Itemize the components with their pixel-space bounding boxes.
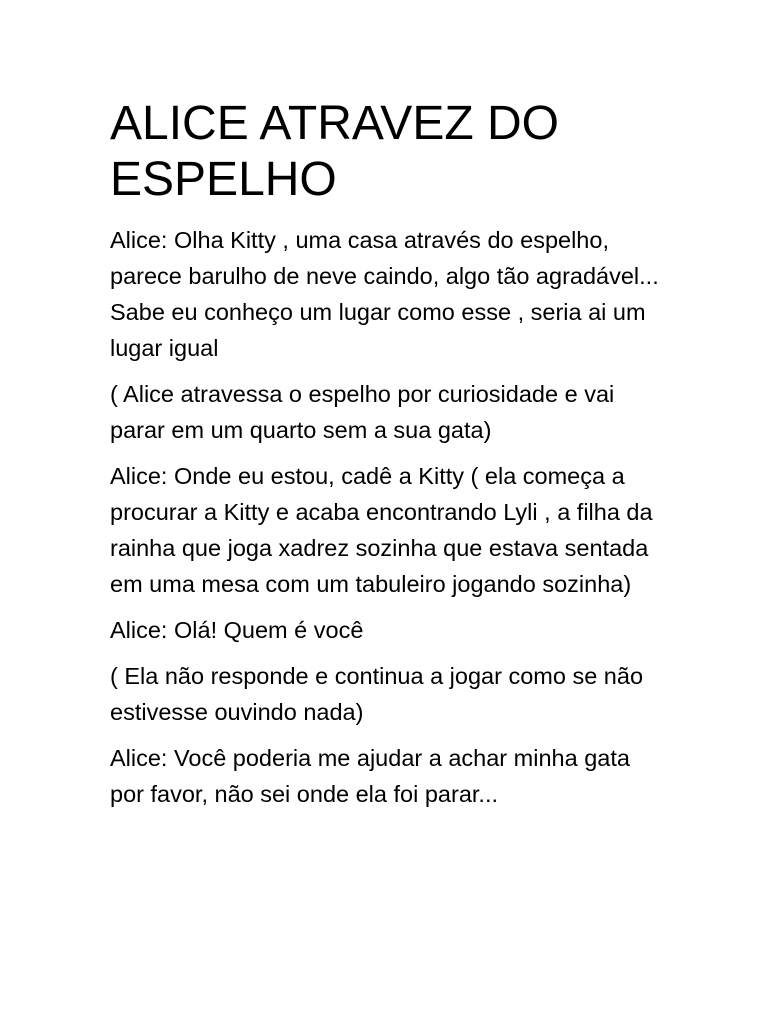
paragraph-3: Alice: Onde eu estou, cadê a Kitty ( ela começa a procurar a Kitty e acaba encontrando Lyli , a filha da rainha que joga xadrez sozinha que estava sentada em uma mesa com um tabuleiro jogando sozinha) [110, 463, 653, 597]
paragraph-1: Alice: Olha Kitty , uma casa através do espelho, parece barulho de neve caindo, algo tão agradável... Sabe eu conheço um lugar como esse , seria ai um lugar igual [110, 227, 659, 361]
document-body [110, 222, 670, 812]
paragraph-6: Alice: Você poderia me ajudar a achar minha gata por favor, não sei onde ela foi parar... [110, 745, 630, 807]
paragraph-5: ( Ela não responde e continua a jogar como se não estivesse ouvindo nada) [110, 663, 644, 725]
document-page [110, 96, 670, 822]
paragraph-4: Alice: Olá! Quem é você [110, 617, 364, 643]
title-line-2: ESPELHO [110, 153, 337, 206]
title-line-1: ALICE ATRAVEZ DO [110, 97, 559, 150]
paragraph-2: ( Alice atravessa o espelho por curiosidade e vai parar em um quarto sem a sua gata) [110, 381, 615, 443]
document-title [110, 96, 670, 208]
